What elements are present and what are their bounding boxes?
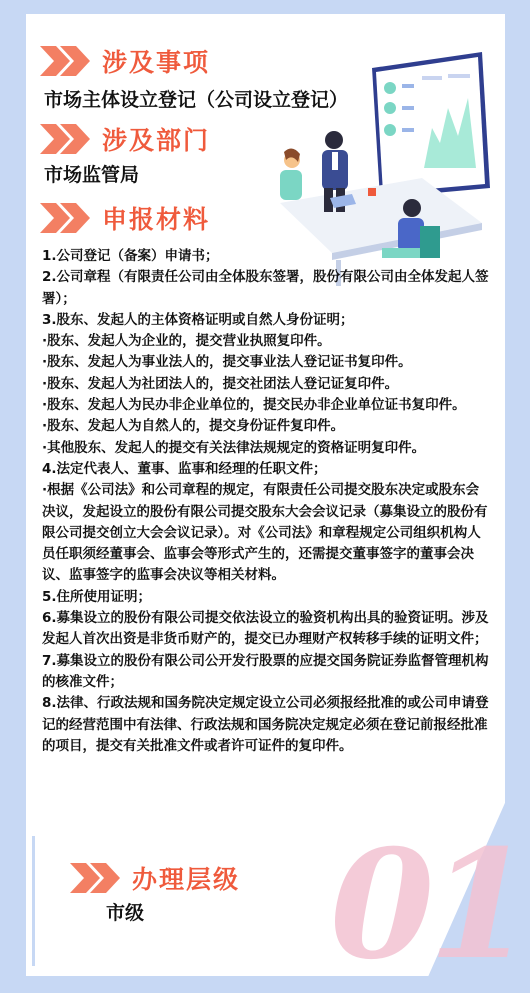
level-content: 市级: [106, 902, 145, 924]
materials-list: [42, 246, 492, 757]
decor-line: [32, 836, 65, 966]
screen-icon: [372, 52, 490, 198]
section-header-matter: [40, 43, 210, 79]
section-title: 涉及事项: [102, 48, 211, 77]
section-title: 涉及部门: [102, 126, 211, 155]
materials-item: ·股东、发起人为自然人的，提交身份证件复印件。: [42, 418, 345, 435]
department-content: 市场监管局: [44, 164, 140, 186]
materials-item: 6.募集设立的股份有限公司提交依法设立的验资机构出具的验资证明。涉及发起人首次出资是非货币财产的，提交已办理财产权转移手续的证明文件；: [42, 610, 489, 648]
chevron-double-icon: [40, 124, 92, 154]
person-icon: [280, 148, 302, 200]
materials-item: 2.公司章程（有限责任公司由全体股东签署，股份有限公司由全体发起人签署）；: [42, 269, 489, 307]
materials-item: 1.公司登记（备案）申请书；: [42, 248, 219, 264]
materials-item: ·股东、发起人为企业的，提交营业执照复印件。: [42, 333, 331, 350]
materials-item: ·根据《公司法》和公司章程的规定，有限责任公司提交股东决定或股东会决议，发起设立的股份有限公司提交股东大会会议记录（募集设立的股份有限公司提交创立大会会议记录）。对《公司法》和章程规定公司组织机构人员任职须经董事会、监事会等形式产生的，还需提交董事签字的董事会决议、监事签字的监事会决议等相关材料。: [42, 482, 488, 584]
materials-item: ·股东、发起人为民办非企业单位的，提交民办非企业单位证书复印件。: [42, 397, 466, 414]
materials-item: 8.法律、行政法规和国务院决定规定设立公司必须报经批准的或公司申请登记的经营范围中有法律、行政法规和国务院决定规定必须在登记前报经批准的项目，提交有关批准文件或者许可证件的复印件。: [42, 695, 489, 754]
section-title: 办理层级: [132, 865, 241, 894]
section-header-level: [70, 860, 240, 896]
decor-number: 01: [330, 817, 527, 993]
section-header-materials: [40, 200, 210, 236]
materials-item: ·股东、发起人为事业法人的，提交事业法人登记证书复印件。: [42, 354, 412, 371]
chevron-double-icon: [40, 46, 92, 76]
materials-item: ·其他股东、发起人的提交有关法律法规规定的资格证明复印件。: [42, 439, 426, 456]
materials-item: ·股东、发起人为社团法人的，提交社团法人登记证复印件。: [42, 375, 399, 392]
materials-item: 3.股东、发起人的主体资格证明或自然人身份证明；: [42, 311, 354, 328]
materials-item: 5.住所使用证明；: [42, 588, 152, 605]
chevron-double-icon: [40, 203, 92, 233]
materials-item: 7.募集设立的股份有限公司公开发行股票的应提交国务院证券监督管理机构的核准文件；: [42, 652, 489, 690]
chevron-double-icon: [70, 863, 122, 893]
materials-item: 4.法定代表人、董事、监事和经理的任职文件；: [42, 460, 327, 477]
section-title: 申报材料: [102, 205, 211, 234]
section-header-department: [40, 121, 210, 157]
matter-content: 市场主体设立登记（公司设立登记）: [44, 89, 349, 111]
